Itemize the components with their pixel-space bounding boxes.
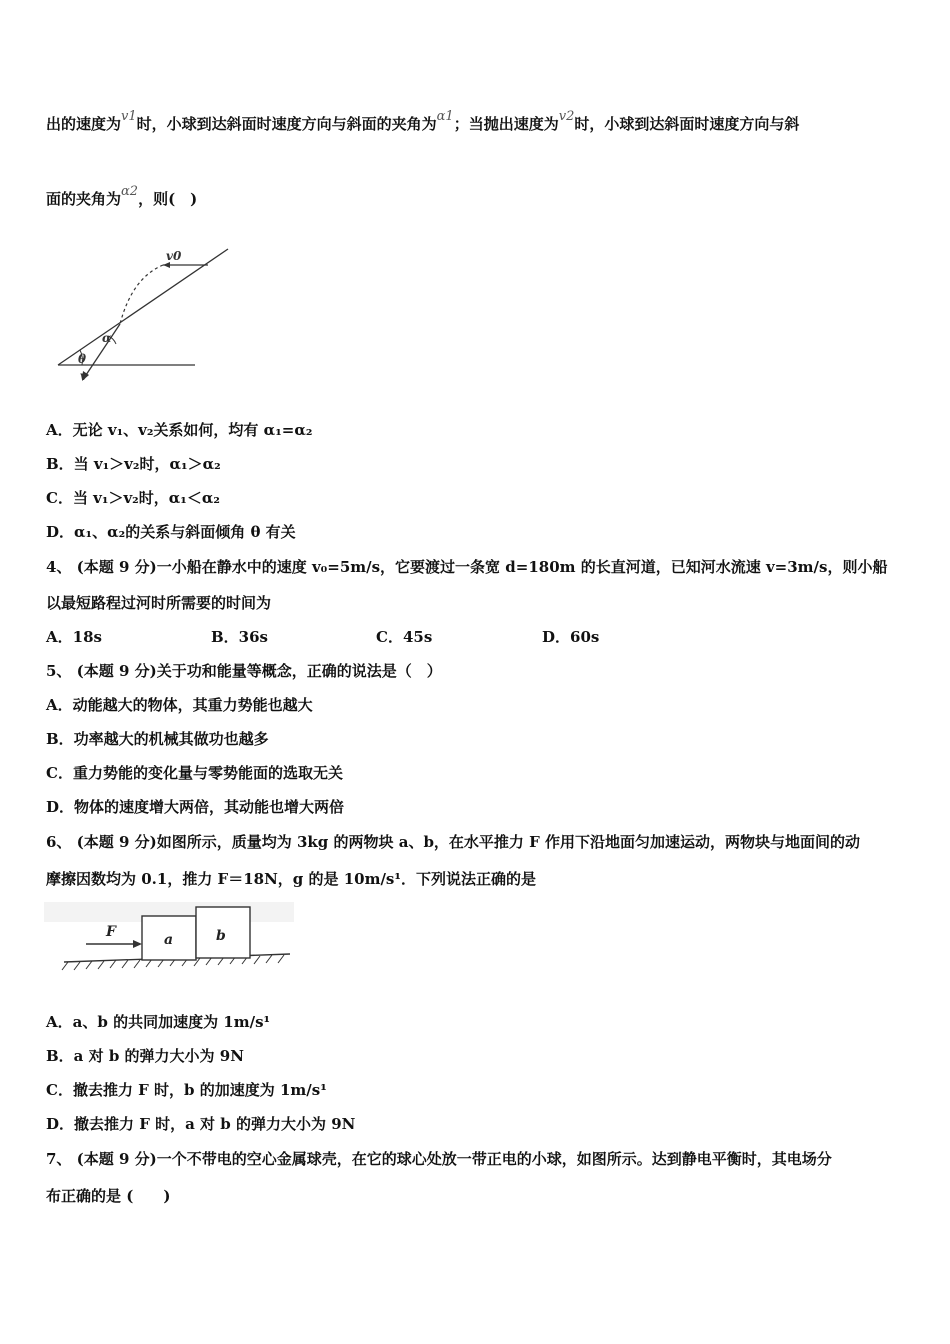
q6-option-b: B．a 对 b 的弹力大小为 9N <box>46 1047 244 1065</box>
alpha-label: α <box>102 331 112 345</box>
q5-option-d: D．物体的速度增大两倍，其动能也增大两倍 <box>46 798 345 816</box>
q7-stem-line-2: 布正确的是 ( ) <box>46 1187 171 1205</box>
incline-line <box>58 249 228 365</box>
block-a-label: a <box>164 932 174 948</box>
q4-option-d: D．60s <box>542 628 600 646</box>
q5-option-b: B．功率越大的机械其做功也越多 <box>46 730 269 748</box>
q3-stem-line-1: 出的速度为v1时，小球到达斜面时速度方向与斜面的夹角为α1；当抛出速度为v2时，小球到达斜面时速度方向与斜 <box>46 109 800 133</box>
force-arrowhead <box>133 940 142 948</box>
alpha2-symbol: α2 <box>121 184 139 199</box>
q6-stem-line-1: 6、 (本题 9 分)如图所示，质量均为 3kg 的两物块 a、b，在水平推力 F 作用下沿地面匀加速运动，两物块与地面间的动 <box>46 833 861 851</box>
q6-option-a: A．a、b 的共同加速度为 1m/s¹ <box>46 1013 271 1031</box>
q4-stem-line-2: 以最短路程过河时所需要的时间为 <box>46 594 272 612</box>
alpha1-symbol: α1 <box>436 109 454 124</box>
q4-options-row <box>46 627 666 647</box>
v-label: v <box>80 369 87 383</box>
q5-option-c: C．重力势能的变化量与零势能面的选取无关 <box>46 764 343 782</box>
block-b-label: b <box>216 928 226 944</box>
q3-stem-line-2: 面的夹角为α2，则( ) <box>46 184 198 208</box>
trajectory-path <box>120 265 163 324</box>
q3-option-c: C．当 v₁＞v₂时，α₁＜α₂ <box>46 489 220 507</box>
q4-stem-line-1: 4、 (本题 9 分)一小船在静水中的速度 v₀=5m/s，它要渡过一条宽 d=180m 的长直河道，已知河水流速 v=3m/s，则小船 <box>46 558 888 576</box>
q5-stem: 5、 (本题 9 分)关于功和能量等概念，正确的说法是（ ） <box>46 662 442 680</box>
q6-option-d: D．撤去推力 F 时，a 对 b 的弹力大小为 9N <box>46 1115 356 1133</box>
q5-option-a: A．动能越大的物体，其重力势能也越大 <box>46 696 313 714</box>
q6-option-c: C．撤去推力 F 时，b 的加速度为 1m/s¹ <box>46 1081 327 1099</box>
q3-option-a: A．无论 v₁、v₂关系如何，均有 α₁=α₂ <box>46 421 313 439</box>
q6-stem-line-2: 摩擦因数均为 0.1，推力 F＝18N，g 的是 10m/s¹．下列说法正确的是 <box>46 870 536 888</box>
q4-option-a: A．18s <box>46 628 102 646</box>
v0-label: v0 <box>166 249 182 263</box>
q3-option-d: D．α₁、α₂的关系与斜面倾角 θ 有关 <box>46 523 296 541</box>
two-blocks-figure <box>42 898 297 980</box>
q4-option-b: B．36s <box>211 628 268 646</box>
v1-symbol: v1 <box>121 109 137 124</box>
q3-option-b: B．当 v₁＞v₂时，α₁＞α₂ <box>46 455 221 473</box>
q7-stem-line-1: 7、 (本题 9 分)一个不带电的空心金属球壳，在它的球心处放一带正电的小球，如图所示。达到静电平衡时，其电场分 <box>46 1150 832 1168</box>
q4-option-c: C．45s <box>376 628 433 646</box>
v2-symbol: v2 <box>558 109 575 124</box>
incline-projectile-figure <box>50 238 240 388</box>
force-label: F <box>106 924 116 940</box>
theta-label: θ <box>78 352 87 366</box>
